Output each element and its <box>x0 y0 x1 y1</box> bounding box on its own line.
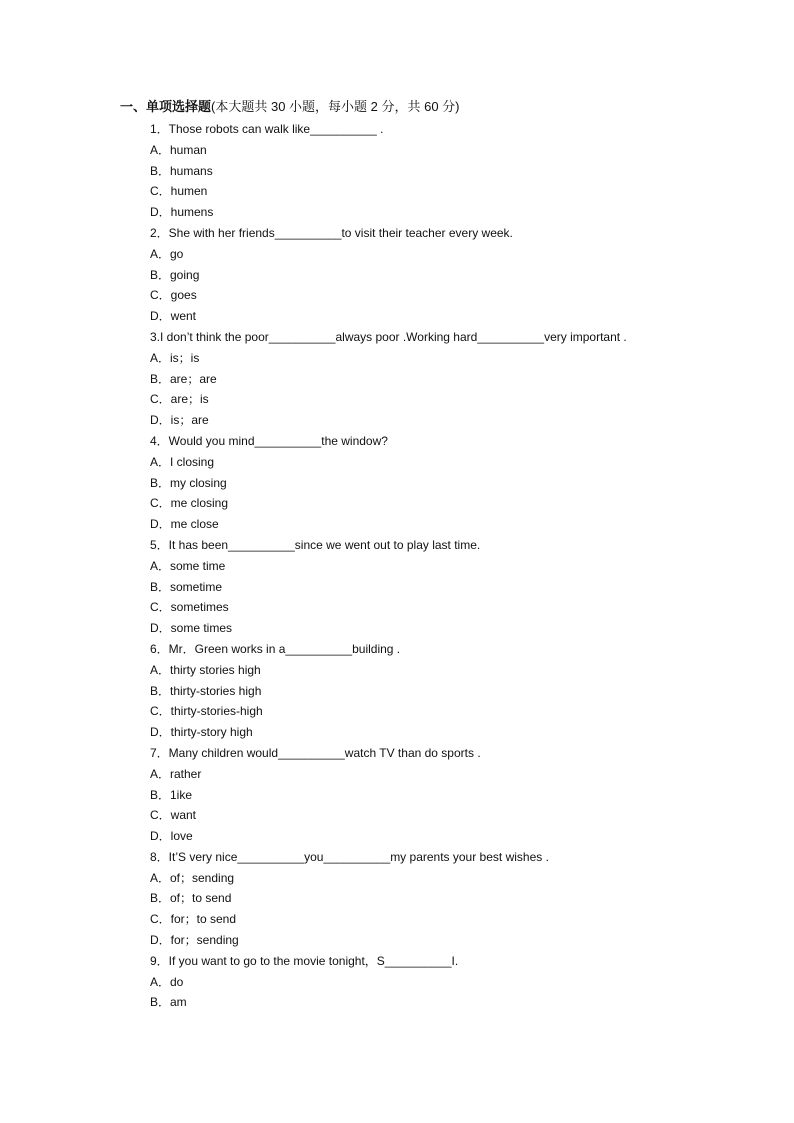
answer-option: A．rather <box>150 766 202 781</box>
question-stem: 5．It has been__________since we went out to play last time. <box>150 537 481 552</box>
question-stem: 2．She with her friends__________to visit their teacher every week. <box>150 225 513 240</box>
answer-option: C．sometimes <box>150 600 229 615</box>
answer-option: B．1ike <box>150 787 193 802</box>
answer-option: A．is；is <box>150 350 200 365</box>
answer-option: A．human <box>150 142 207 157</box>
answer-option: B．my closing <box>150 475 227 490</box>
answer-option: A．thirty stories high <box>150 662 261 677</box>
answer-option: C．are；is <box>150 392 209 407</box>
answer-option: C．humen <box>150 184 208 199</box>
section-title: 单项选择题 <box>146 99 212 114</box>
answer-option: D．for；sending <box>150 933 239 948</box>
answer-option: A．some time <box>150 558 226 573</box>
answer-option: D．humens <box>150 205 214 220</box>
section-note: (本大题共 30 小题，每小题 2 分，共 60 分) <box>211 99 460 114</box>
question-stem: 3.I don’t think the poor__________always poor .Working hard__________very important . <box>150 329 627 344</box>
answer-option: A．do <box>150 974 184 989</box>
answer-option: B．of；to send <box>150 891 232 906</box>
answer-option: A．go <box>150 246 184 261</box>
question-list <box>150 119 770 1013</box>
answer-option: C．thirty-stories-high <box>150 704 263 719</box>
answer-option: B．are；are <box>150 371 217 386</box>
question-stem: 1．Those robots can walk like__________ . <box>150 122 384 136</box>
answer-option: D．some times <box>150 621 233 636</box>
answer-option: C．for；to send <box>150 912 237 927</box>
answer-option: D．thirty-story high <box>150 725 253 740</box>
answer-option: A．of；sending <box>150 870 235 885</box>
answer-option: A．I closing <box>150 454 215 469</box>
answer-option: B．going <box>150 267 200 282</box>
answer-option: D．love <box>150 829 193 844</box>
answer-option: D．is；are <box>150 413 209 428</box>
question-stem: 6．Mr．Green works in a__________building . <box>150 641 401 656</box>
answer-option: B．thirty-stories high <box>150 683 262 698</box>
answer-option: B．am <box>150 995 187 1010</box>
question-stem: 4．Would you mind__________the window? <box>150 433 388 448</box>
answer-option: C．goes <box>150 288 197 303</box>
answer-option: C．want <box>150 808 197 823</box>
question-stem: 9．If you want to go to the movie tonight，S__________I. <box>150 953 459 968</box>
question-stem: 7．Many children would__________watch TV than do sports . <box>150 745 481 760</box>
answer-option: C．me closing <box>150 496 229 511</box>
answer-option: D．me close <box>150 517 219 532</box>
answer-option: B．humans <box>150 163 213 178</box>
question-stem: 8．It’S very nice__________you__________my parents your best wishes . <box>150 849 549 864</box>
section-number: 一、 <box>120 99 147 114</box>
answer-option: D．went <box>150 309 197 324</box>
section-heading <box>120 98 460 116</box>
answer-option: B．sometime <box>150 579 223 594</box>
